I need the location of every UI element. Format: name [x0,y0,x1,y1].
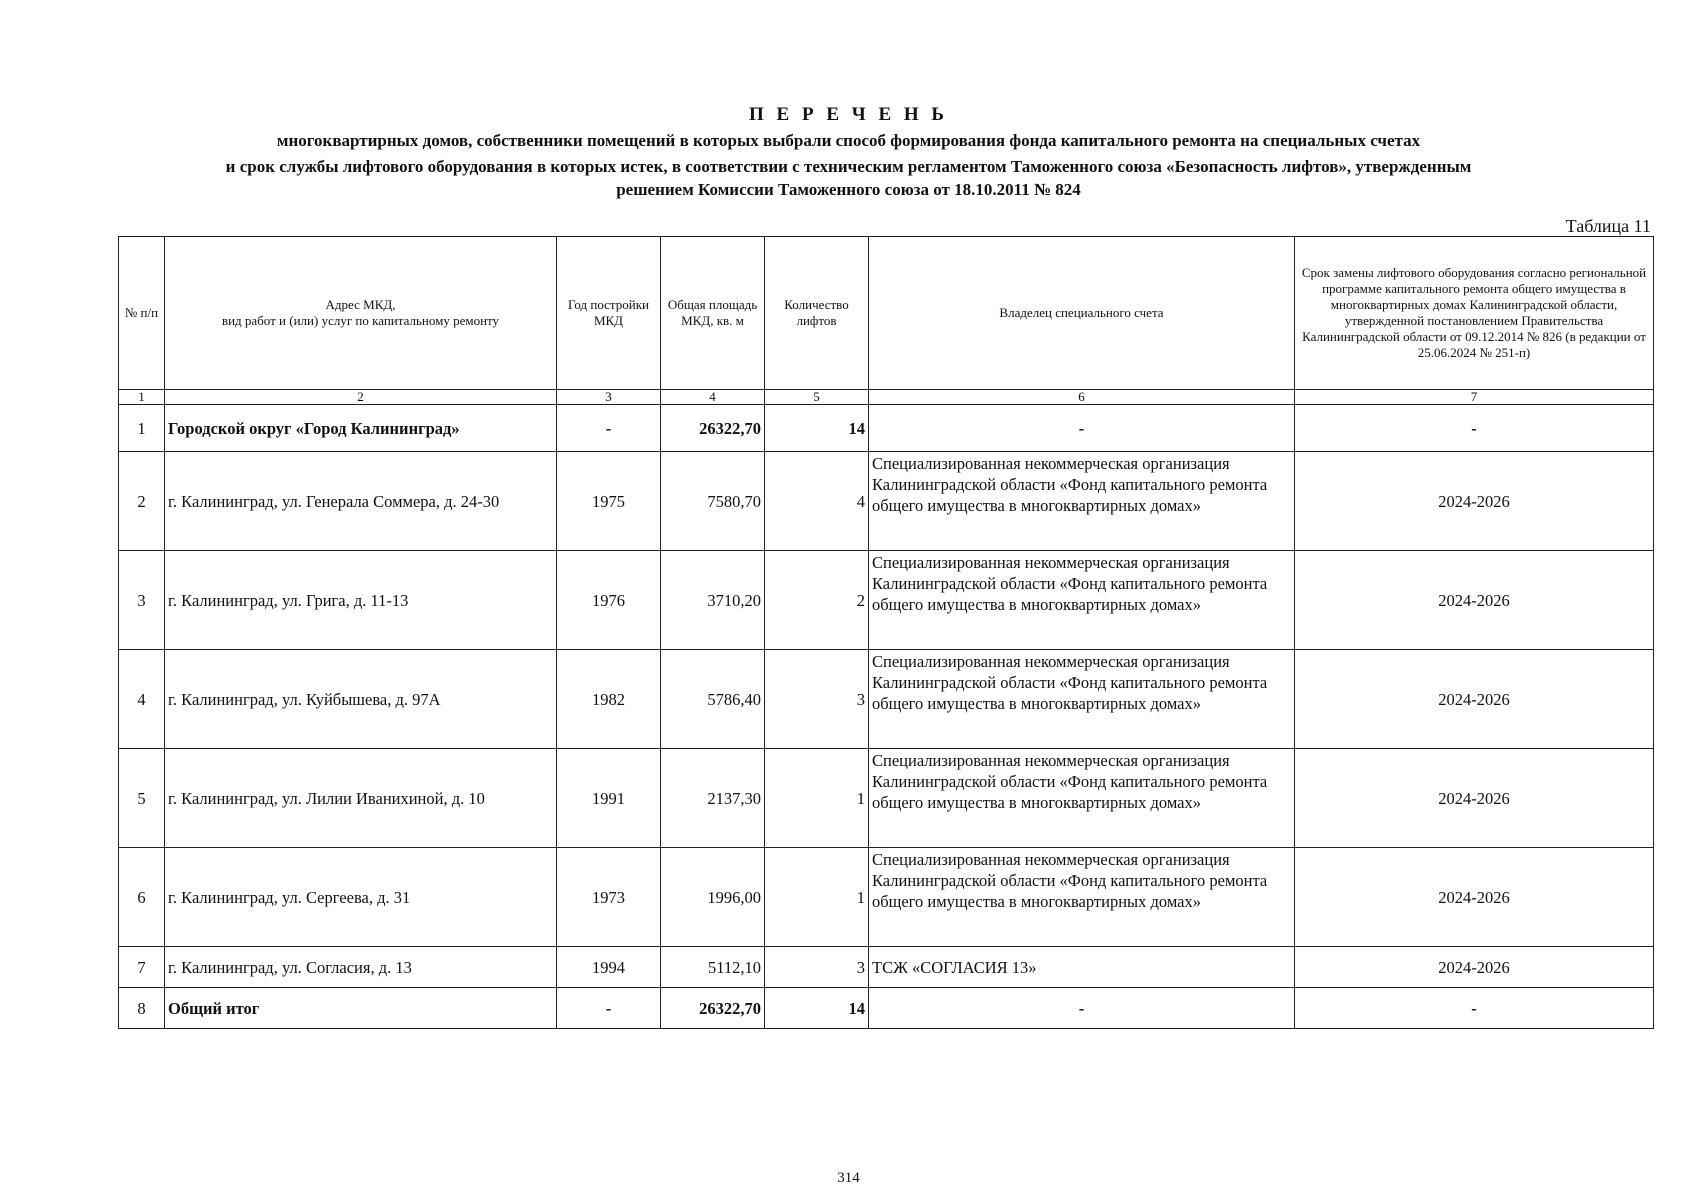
row-owner: Специализированная некоммерческая организация Калининградской области «Фонд капитального ремонта общего имущества в многоквартирных домах» [869,650,1295,749]
row-owner: Специализированная некоммерческая организация Калининградской области «Фонд капитального ремонта общего имущества в многоквартирных домах» [869,452,1295,551]
header-owner: Владелец специального счета [869,237,1295,390]
row-area: 5786,40 [661,650,765,749]
table-row [119,749,1654,848]
row-address: г. Калининград, ул. Куйбышева, д. 97А [165,650,557,749]
row-term: 2024-2026 [1295,551,1654,650]
row-lifts: 4 [765,452,869,551]
row-area: 7580,70 [661,452,765,551]
row-year: 1975 [557,452,661,551]
row-year: - [557,988,661,1029]
document-title: П Е Р Е Ч Е Н Ь [749,104,948,125]
row-owner: ТСЖ «СОГЛАСИЯ 13» [869,947,1295,988]
document-subtitle-line3: решением Комиссии Таможенного союза от 18.10.2011 № 824 [616,180,1081,199]
row-area: 5112,10 [661,947,765,988]
row-lifts: 2 [765,551,869,650]
header-lifts: Количество лифтов [765,237,869,390]
row-year: 1991 [557,749,661,848]
row-num: 6 [119,848,165,947]
header-year: Год постройки МКД [557,237,661,390]
page-number: 314 [837,1170,860,1186]
document-subtitle-line2: и срок службы лифтового оборудования в которых истек, в соответствии с техническим регламентом Таможенного союза «Безопасность лифтов», утвержденным [225,157,1472,176]
row-area: 3710,20 [661,551,765,650]
header-num: № п/п [119,237,165,390]
table-label: Таблица 11 [1565,216,1651,236]
column-number: 4 [661,390,765,405]
table-row [119,405,1654,452]
row-num: 8 [119,988,165,1029]
row-owner: Специализированная некоммерческая организация Калининградской области «Фонд капитального ремонта общего имущества в многоквартирных домах» [869,551,1295,650]
table-row [119,452,1654,551]
row-owner: - [869,988,1295,1029]
column-number: 2 [165,390,557,405]
column-number: 7 [1295,390,1654,405]
row-address: г. Калининград, ул. Сергеева, д. 31 [165,848,557,947]
row-address: Общий итог [165,988,557,1029]
row-num: 4 [119,650,165,749]
row-area: 26322,70 [661,405,765,452]
row-year: 1973 [557,848,661,947]
row-year: 1994 [557,947,661,988]
row-address: г. Калининград, ул. Согласия, д. 13 [165,947,557,988]
column-number: 5 [765,390,869,405]
column-number: 1 [119,390,165,405]
row-address: г. Калининград, ул. Грига, д. 11-13 [165,551,557,650]
table-total-row [119,988,1654,1029]
row-lifts: 3 [765,650,869,749]
table-row [119,650,1654,749]
row-num: 1 [119,405,165,452]
row-term: 2024-2026 [1295,650,1654,749]
row-num: 5 [119,749,165,848]
column-number: 6 [869,390,1295,405]
row-term: 2024-2026 [1295,848,1654,947]
row-lifts: 1 [765,749,869,848]
row-year: 1976 [557,551,661,650]
row-num: 7 [119,947,165,988]
row-term: 2024-2026 [1295,452,1654,551]
document-subtitle-line1: многоквартирных домов, собственники помещений в которых выбрали способ формирования фонда капитального ремонта на специальных счетах [276,131,1421,150]
table-row [119,551,1654,650]
header-area: Общая площадь МКД, кв. м [661,237,765,390]
table-header-row [119,237,1654,390]
row-area: 26322,70 [661,988,765,1029]
table-body [119,237,1654,1029]
row-lifts: 14 [765,988,869,1029]
table-row [119,848,1654,947]
column-number: 3 [557,390,661,405]
row-term: 2024-2026 [1295,749,1654,848]
row-term: 2024-2026 [1295,947,1654,988]
row-owner: Специализированная некоммерческая организация Калининградской области «Фонд капитального ремонта общего имущества в многоквартирных домах» [869,848,1295,947]
apartment-buildings-table [118,236,1654,1029]
row-address: г. Калининград, ул. Лилии Иванихиной, д. 10 [165,749,557,848]
row-year: 1982 [557,650,661,749]
row-lifts: 3 [765,947,869,988]
row-term: - [1295,405,1654,452]
row-owner: - [869,405,1295,452]
header-term: Срок замены лифтового оборудования согласно региональной программе капитального ремонта общего имущества в многоквартирных домах Калининградской области, утвержденной постановлением Правительства Калининградской области от 09.12.2014 № 826 (в редакции от 25.06.2024 № 251-п) [1295,237,1654,390]
row-num: 3 [119,551,165,650]
row-address: г. Калининград, ул. Генерала Соммера, д. 24-30 [165,452,557,551]
row-lifts: 14 [765,405,869,452]
row-owner: Специализированная некоммерческая организация Калининградской области «Фонд капитального ремонта общего имущества в многоквартирных домах» [869,749,1295,848]
row-address: Городской округ «Город Калининград» [165,405,557,452]
row-term: - [1295,988,1654,1029]
row-area: 2137,30 [661,749,765,848]
row-area: 1996,00 [661,848,765,947]
row-num: 2 [119,452,165,551]
row-year: - [557,405,661,452]
header-address: Адрес МКД, вид работ и (или) услуг по капитальному ремонту [165,237,557,390]
column-numbers-row [119,390,1654,405]
table-row [119,947,1654,988]
row-lifts: 1 [765,848,869,947]
